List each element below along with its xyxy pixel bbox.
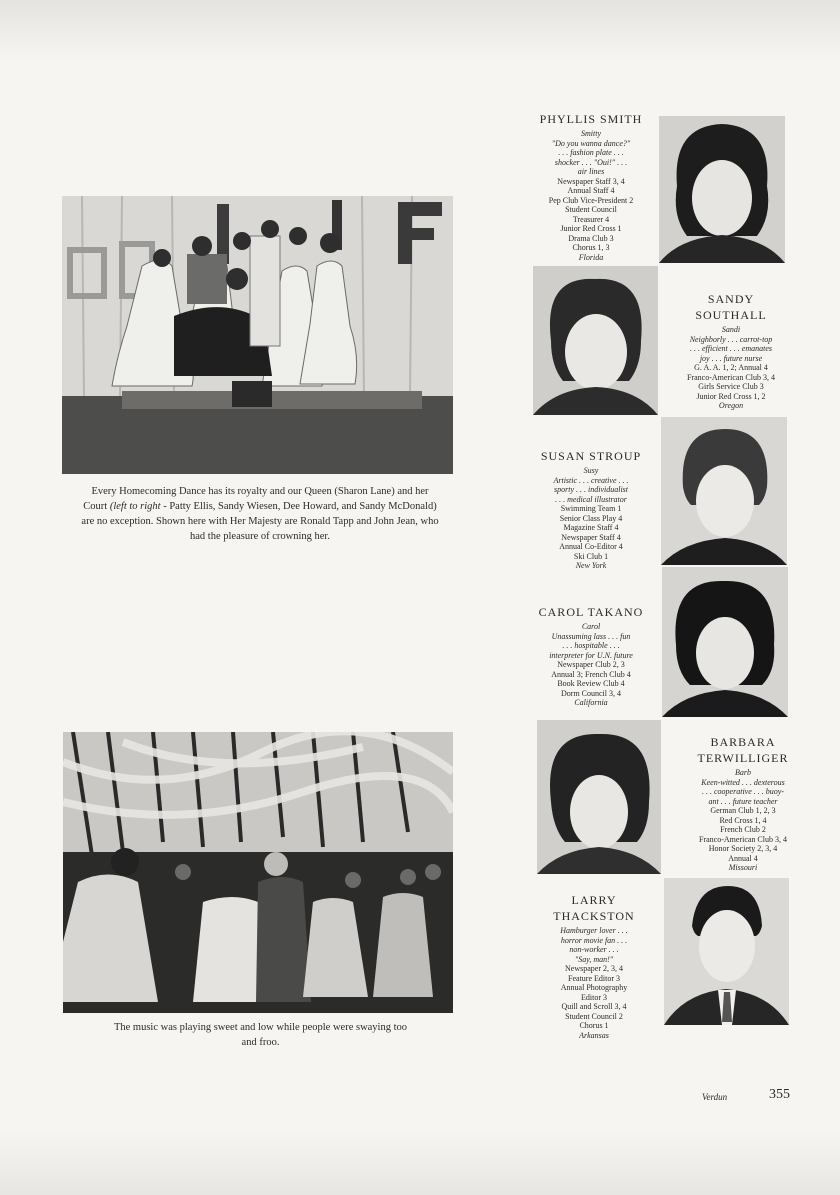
bio-line: Keen-witted . . . dexterous bbox=[701, 777, 785, 787]
activity: Red Cross 1, 4 bbox=[719, 815, 767, 825]
home-state: Oregon bbox=[718, 401, 744, 410]
bio-line: Neighborly . . . carrot-top bbox=[689, 334, 773, 344]
dance-floor-photo bbox=[63, 732, 453, 1013]
bio-line: non-worker . . . bbox=[569, 945, 619, 954]
senior-name-first: LARRY bbox=[571, 893, 617, 907]
bio-line: horror movie fan . . . bbox=[560, 935, 628, 945]
activity: Franco-American Club 3, 4 bbox=[687, 372, 775, 382]
activity: Pep Club Vice-President 2 bbox=[548, 195, 634, 205]
activity: Newspaper Staff 4 bbox=[561, 532, 621, 542]
scan-shadow-top bbox=[0, 0, 840, 60]
senior-bio-carol-takano bbox=[520, 606, 662, 708]
senior-name: SUSAN STROUP bbox=[540, 449, 642, 463]
senior-bio-sandy-southall bbox=[654, 293, 808, 411]
bio-line: sporty . . . individualist bbox=[554, 485, 628, 494]
activity: Annual Staff 4 bbox=[567, 186, 615, 195]
activity: G. A. A. 1, 2; Annual 4 bbox=[694, 363, 768, 372]
activity: Junior Red Cross 1 bbox=[560, 224, 622, 233]
senior-name-first: BARBARA bbox=[710, 735, 776, 749]
bio-line: shocker . . . "Oui!" . . . bbox=[554, 157, 628, 167]
home-state: New York bbox=[575, 561, 607, 570]
activity: Annual 3; French Club 4 bbox=[551, 669, 631, 679]
portrait-sandy-southall bbox=[533, 266, 658, 415]
bio-line: . . . medical illustrator bbox=[555, 494, 627, 504]
portrait-susan-stroup bbox=[661, 417, 787, 565]
portrait-barbara-terwilliger bbox=[537, 720, 661, 874]
homecoming-caption-part1: Every Homecoming Dance has its royalty and our Queen (Sharon Lane) and her Court bbox=[83, 486, 429, 512]
activity: Newspaper Club 2, 3 bbox=[557, 660, 625, 669]
activity: Franco-American Club 3, 4 bbox=[699, 834, 787, 844]
bio-line: air lines bbox=[577, 167, 605, 176]
homecoming-court-photo bbox=[62, 196, 453, 474]
home-state: Missouri bbox=[728, 863, 758, 872]
bio-line: Unassuming lass . . . fun bbox=[551, 631, 631, 641]
senior-bio-barbara-terwilliger bbox=[662, 736, 824, 873]
activity: Chorus 1, 3 bbox=[572, 243, 610, 252]
activity: Treasurer 4 bbox=[572, 214, 610, 224]
activity: Junior Red Cross 1, 2 bbox=[696, 391, 766, 401]
bio-line: . . . hospitable . . . bbox=[562, 641, 620, 650]
activity: Annual 4 bbox=[728, 853, 758, 863]
senior-bio-phyllis-smith bbox=[520, 113, 662, 262]
activity: Feature Editor 3 bbox=[568, 973, 620, 983]
bio-line: . . . cooperative . . . buoy- bbox=[702, 787, 784, 796]
activity: Annual Photography bbox=[560, 983, 628, 992]
home-state: Arkansas bbox=[579, 1030, 609, 1040]
senior-bio-susan-stroup bbox=[520, 450, 662, 571]
bio-line: . . . efficient . . . emanates bbox=[690, 344, 772, 353]
dance-caption: The music was playing sweet and low while people were swaying too and froo. bbox=[113, 1022, 408, 1048]
senior-name-last: TERWILLIGER bbox=[697, 751, 789, 765]
home-state: California bbox=[574, 698, 608, 707]
bio-line: "Say, man!" bbox=[574, 954, 614, 964]
bio-line: Hamburger lover . . . bbox=[560, 926, 628, 935]
activity: Magazine Staff 4 bbox=[563, 523, 619, 532]
bio-line: . . . fashion plate . . . bbox=[558, 148, 624, 157]
portrait-phyllis-smith bbox=[659, 116, 785, 263]
activity: Student Council 2 bbox=[565, 1011, 623, 1021]
scan-shadow-bottom bbox=[0, 1130, 840, 1195]
activity: Student Council bbox=[565, 205, 617, 214]
senior-bio-larry-thackston bbox=[523, 894, 665, 1040]
publication-name: Verdun bbox=[702, 1092, 728, 1102]
activity: Ski Club 1 bbox=[573, 551, 609, 561]
activity: Newspaper 2, 3, 4 bbox=[565, 964, 623, 973]
senior-name-last: THACKSTON bbox=[553, 909, 635, 923]
activity: Honor Society 2, 3, 4 bbox=[708, 844, 778, 853]
activity: Editor 3 bbox=[581, 992, 607, 1002]
activity: Book Review Club 4 bbox=[557, 679, 625, 688]
activity: Dorm Council 3, 4 bbox=[561, 688, 621, 698]
bio-line: joy . . . future nurse bbox=[699, 353, 763, 363]
nickname: Sandi bbox=[721, 325, 741, 334]
portrait-larry-thackston bbox=[664, 878, 789, 1025]
activity: Quill and Scroll 3, 4 bbox=[561, 1002, 627, 1011]
bio-line: Artistic . . . creative . . . bbox=[553, 475, 629, 485]
bio-line: ant . . . future teacher bbox=[708, 796, 778, 806]
senior-name: CAROL TAKANO bbox=[538, 605, 644, 619]
portrait-carol-takano bbox=[662, 567, 788, 717]
homecoming-caption-italic: (left to right bbox=[109, 501, 161, 512]
homecoming-caption bbox=[80, 484, 440, 544]
activity: Drama Club 3 bbox=[568, 233, 614, 243]
home-state: Florida bbox=[578, 252, 604, 262]
bio-line: interpreter for U.N. future bbox=[549, 650, 633, 660]
senior-name: PHYLLIS SMITH bbox=[539, 112, 643, 126]
activity: Senior Class Play 4 bbox=[559, 513, 623, 523]
nickname: Susy bbox=[583, 466, 599, 475]
nickname: Smitty bbox=[581, 129, 601, 138]
nickname: Carol bbox=[581, 622, 601, 631]
senior-name-last: SOUTHALL bbox=[695, 308, 767, 322]
activity: Girls Service Club 3 bbox=[698, 382, 764, 391]
nickname: Barb bbox=[735, 768, 751, 777]
activity: Newspaper Staff 3, 4 bbox=[557, 176, 625, 186]
activity: Annual Co-Editor 4 bbox=[559, 542, 623, 551]
activity: Swimming Team 1 bbox=[560, 504, 622, 513]
page-number: 355 bbox=[769, 1087, 790, 1102]
senior-name-first: SANDY bbox=[707, 292, 755, 306]
homecoming-caption-part2: - Patty Ellis, Sandy Wiesen, Dee Howard, and Sandy McDonald) are no exception. Shown here with Her Majesty are Ronald Tapp and John Jean, who had the pleasure of crowning her. bbox=[81, 501, 439, 542]
activity: French Club 2 bbox=[720, 825, 766, 834]
bio-line: "Do you wanna dance?" bbox=[551, 138, 631, 148]
activity: Chorus 1 bbox=[579, 1021, 609, 1030]
activity: German Club 1, 2, 3 bbox=[710, 806, 776, 815]
